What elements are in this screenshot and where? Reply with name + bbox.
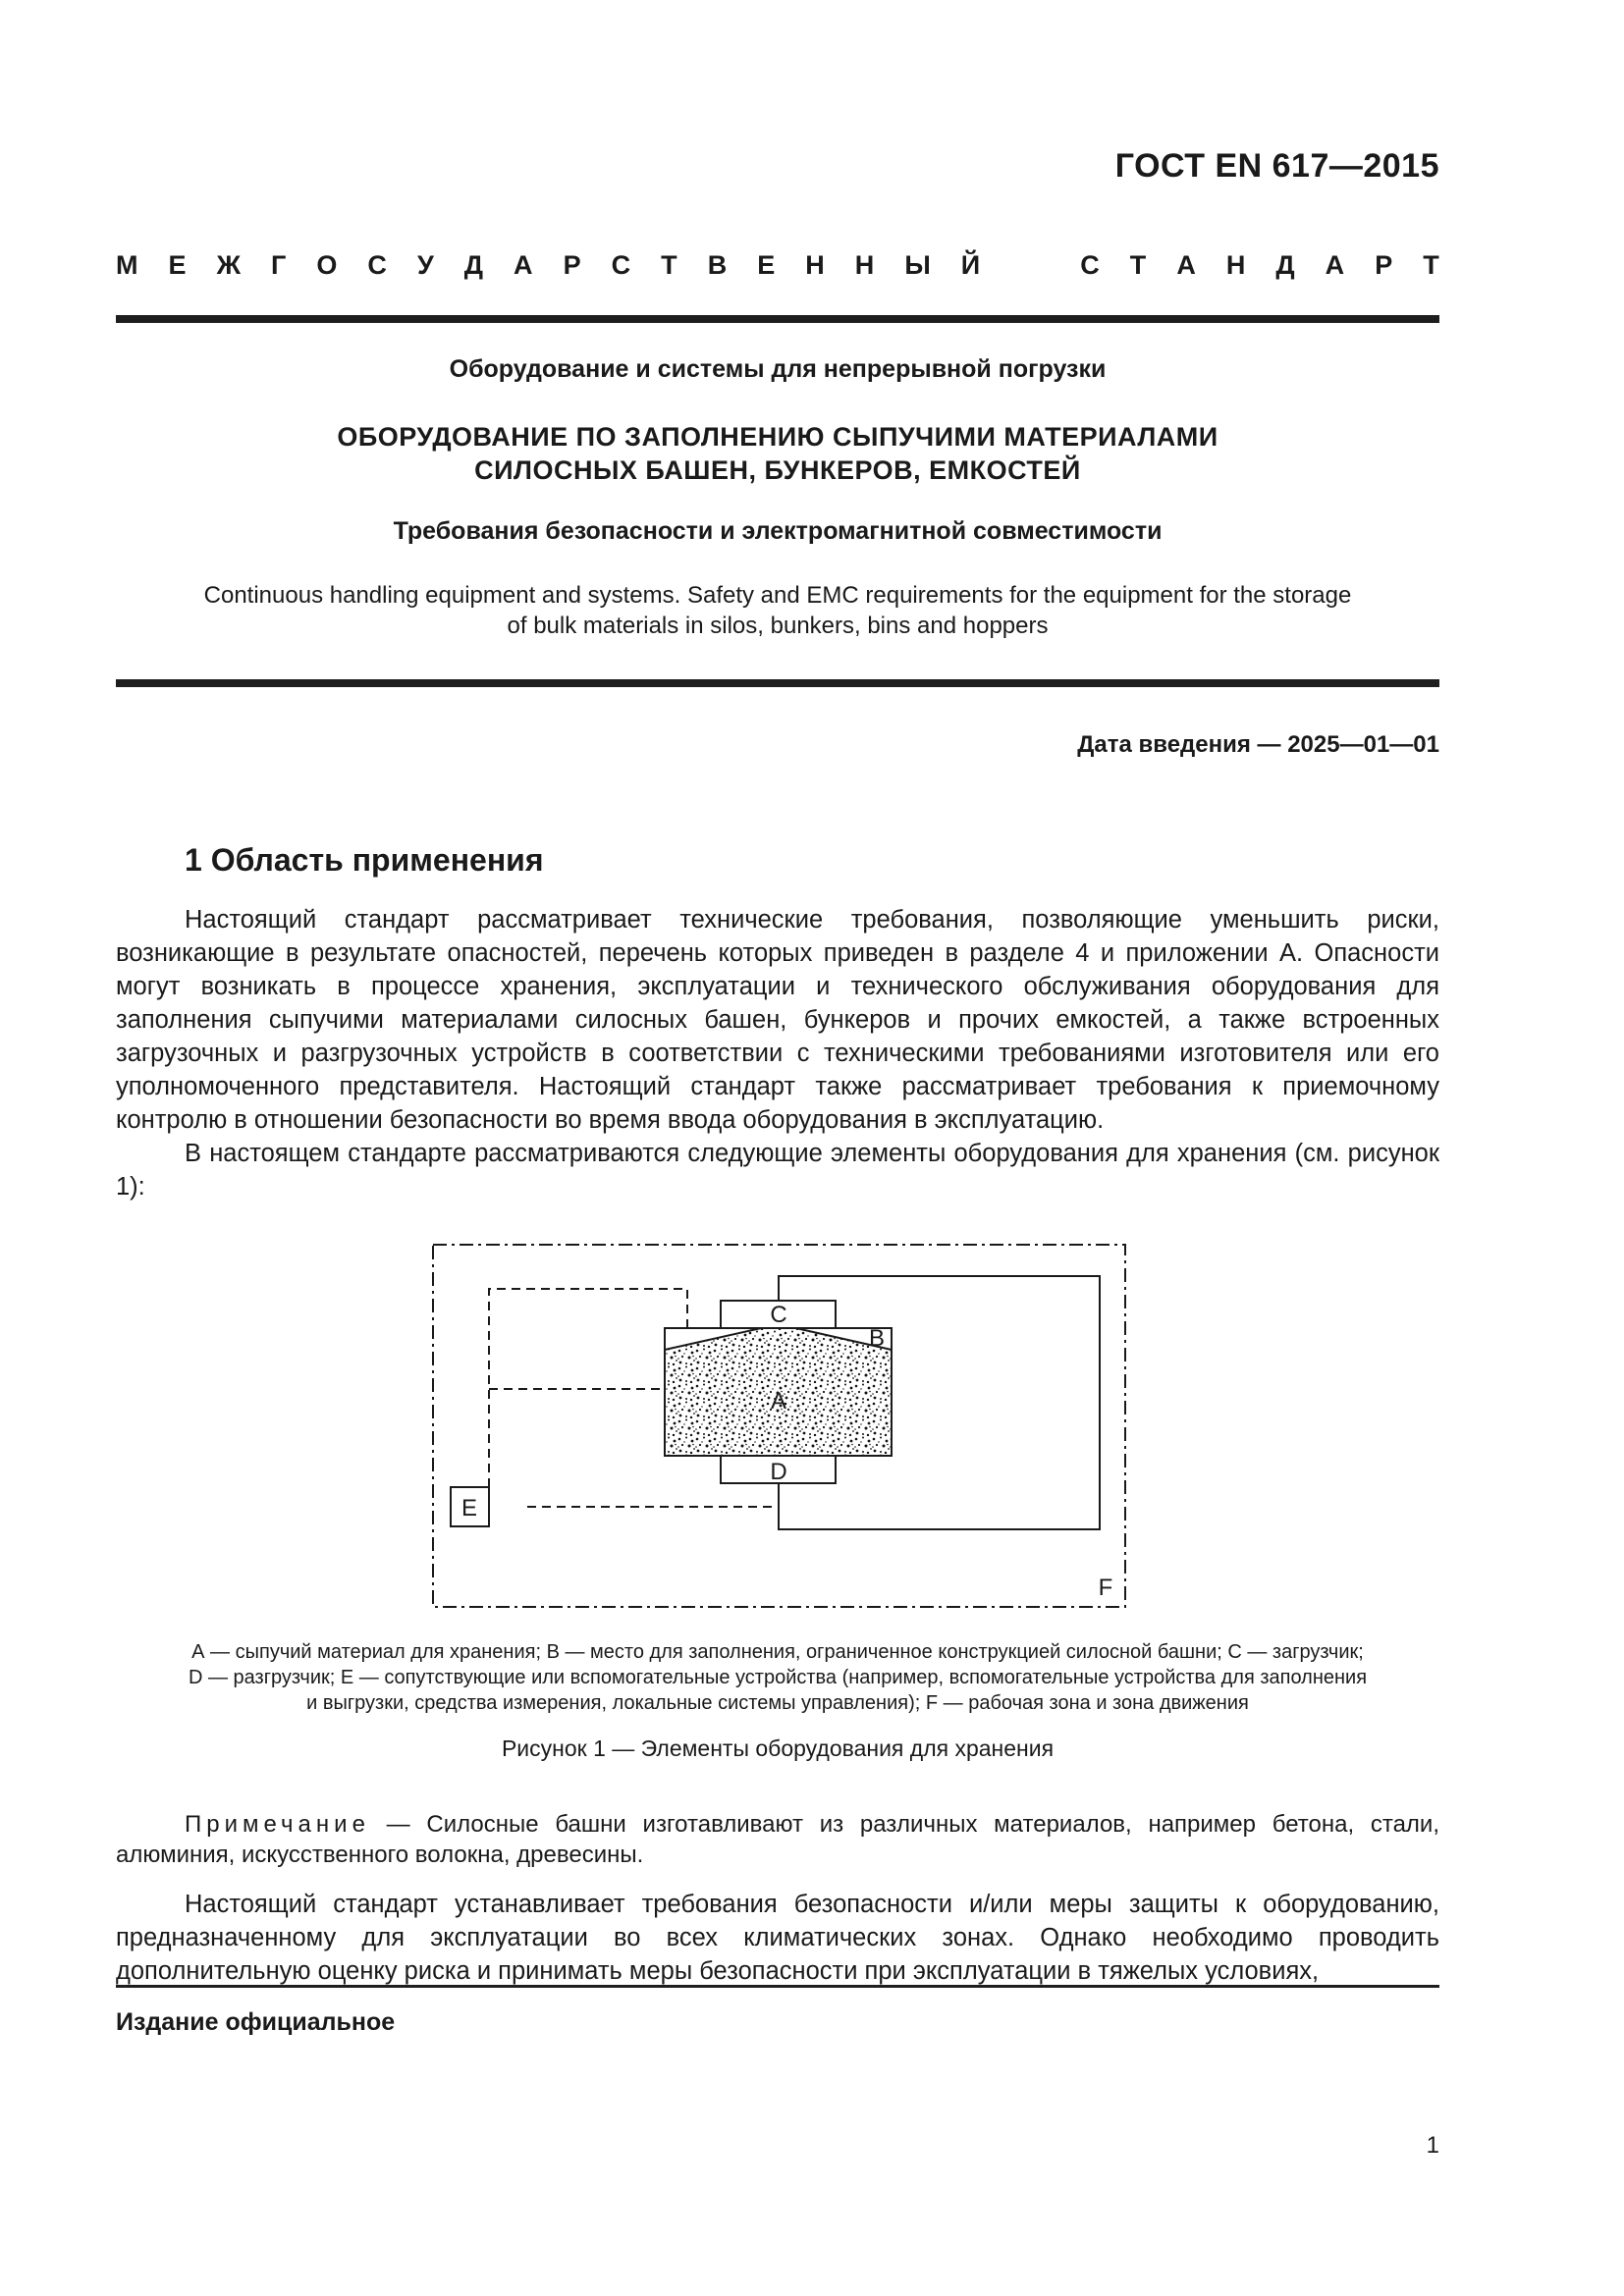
banner-letter: А	[1176, 250, 1196, 280]
title-main-line: ОБОРУДОВАНИЕ ПО ЗАПОЛНЕНИЮ СЫПУЧИМИ МАТЕРИАЛАМИ	[337, 422, 1218, 452]
note-label: Примечание	[185, 1811, 370, 1838]
banner-letter: С	[1080, 250, 1100, 280]
banner-letter: Т	[1423, 250, 1439, 280]
figure-legend	[116, 1639, 1439, 1716]
paragraph: В настоящем стандарте рассматриваются следующие элементы оборудования для хранения (см. рисунок 1):	[116, 1140, 1439, 1201]
banner-letter: Ж	[216, 250, 241, 280]
banner-letter: Р	[1375, 250, 1393, 280]
banner-letter: С	[367, 250, 387, 280]
title-english	[116, 580, 1439, 641]
paragraph: Настоящий стандарт рассматривает технические требования, позволяющие уменьшить риски, возникающие в результате опасностей, перечень которых приведен в разделе 4 и приложении А. Опасности могут возникать в процессе хранения, эксплуатации и технического обслуживания оборудования для заполнения сыпучими материалами силосных башен, бункеров и прочих емкостей, а также встроенных загрузочных и разгрузочных устройств в соответствии с техническими требованиями изготовителя или его уполномоченного представителя. Настоящий стандарт также рассматривает требования к приемочному контролю в отношении безопасности во время ввода оборудования в эксплуатацию.	[116, 906, 1439, 1134]
standard-designation: ГОСТ EN 617—2015	[1114, 147, 1439, 185]
figure-label-d: D	[770, 1459, 787, 1485]
scope-continuation	[116, 1888, 1439, 1988]
top-rule	[116, 315, 1439, 323]
note-paragraph	[116, 1809, 1439, 1870]
section-body	[116, 903, 1439, 1203]
banner-letter: Т	[1129, 250, 1147, 280]
figure-label-c: C	[770, 1302, 787, 1328]
page-number: 1	[1426, 2132, 1439, 2159]
legend-line: А — сыпучий материал для хранения; В — место для заполнения, ограниченное конструкцией силосной башни; С — загрузчик;	[191, 1641, 1364, 1663]
banner-letter: Р	[563, 250, 581, 280]
footer-rule	[116, 1985, 1439, 1988]
figure-label-a: A	[770, 1388, 787, 1415]
figure-caption: Рисунок 1 — Элементы оборудования для хранения	[501, 1735, 1055, 1761]
legend-line: и выгрузки, средства измерения, локальные системы управления); F — рабочая зона и зона движения	[306, 1692, 1249, 1714]
banner-letter: Д	[463, 250, 484, 280]
note	[116, 1809, 1439, 1870]
figure-storage-equipment	[430, 1242, 1127, 1610]
banner-gap	[1010, 250, 1050, 281]
title-english-line: Continuous handling equipment and systems. Safety and EMC requirements for the equipment for the storage	[203, 582, 1352, 609]
figure-label-b: B	[868, 1325, 886, 1352]
introduction-date: Дата введения — 2025—01—01	[1077, 731, 1439, 758]
banner-letter: А	[1325, 250, 1345, 280]
banner-letter: Д	[1275, 250, 1295, 280]
paragraph: Настоящий стандарт устанавливает требования безопасности и/или меры защиты к оборудованию, предназначенному для эксплуатации во всех климатических зонах. Однако необходимо проводить дополнительную оценку риска и принимать меры безопасности при эксплуатации в тяжелых условиях,	[116, 1891, 1439, 1985]
banner-letter: Е	[168, 250, 187, 280]
banner-letter: О	[316, 250, 338, 280]
title-bottom-rule	[116, 679, 1439, 687]
note-text: — Силосные башни изготавливают из различных материалов, например бетона, стали, алюминия, искусственного волокна, древесины.	[116, 1811, 1439, 1868]
banner-letter: Т	[661, 250, 677, 280]
title-subtitle: Оборудование и системы для непрерывной погрузки	[449, 355, 1107, 383]
banner-letter: М	[116, 250, 138, 280]
banner-letter: Н	[854, 250, 875, 280]
figure-label-e: E	[460, 1495, 478, 1522]
banner-letter: Ы	[904, 250, 931, 280]
banner-letter: Г	[271, 250, 287, 280]
official-edition-label: Издание официальное	[116, 2008, 396, 2036]
banner-letter: Н	[805, 250, 825, 280]
banner-letter: Й	[960, 250, 981, 280]
title-english-line: of bulk materials in silos, bunkers, bins and hoppers	[507, 613, 1049, 639]
banner-letter: А	[514, 250, 533, 280]
figure-label-f: F	[1098, 1575, 1113, 1601]
interstate-standard-banner	[116, 250, 1439, 281]
banner-letter: Е	[757, 250, 776, 280]
title-main	[116, 420, 1439, 487]
legend-line: D — разгрузчик; Е — сопутствующие или вспомогательные устройства (например, вспомогательные устройства для заполнения	[188, 1667, 1368, 1688]
banner-letter: В	[707, 250, 728, 280]
title-main-line: СИЛОСНЫХ БАШЕН, БУНКЕРОВ, ЕМКОСТЕЙ	[474, 455, 1081, 485]
banner-letter: У	[416, 250, 434, 280]
section-heading: 1 Область применения	[185, 842, 544, 878]
title-requirements: Требования безопасности и электромагнитной совместимости	[393, 517, 1163, 545]
banner-letter: С	[611, 250, 631, 280]
banner-letter: Н	[1225, 250, 1246, 280]
